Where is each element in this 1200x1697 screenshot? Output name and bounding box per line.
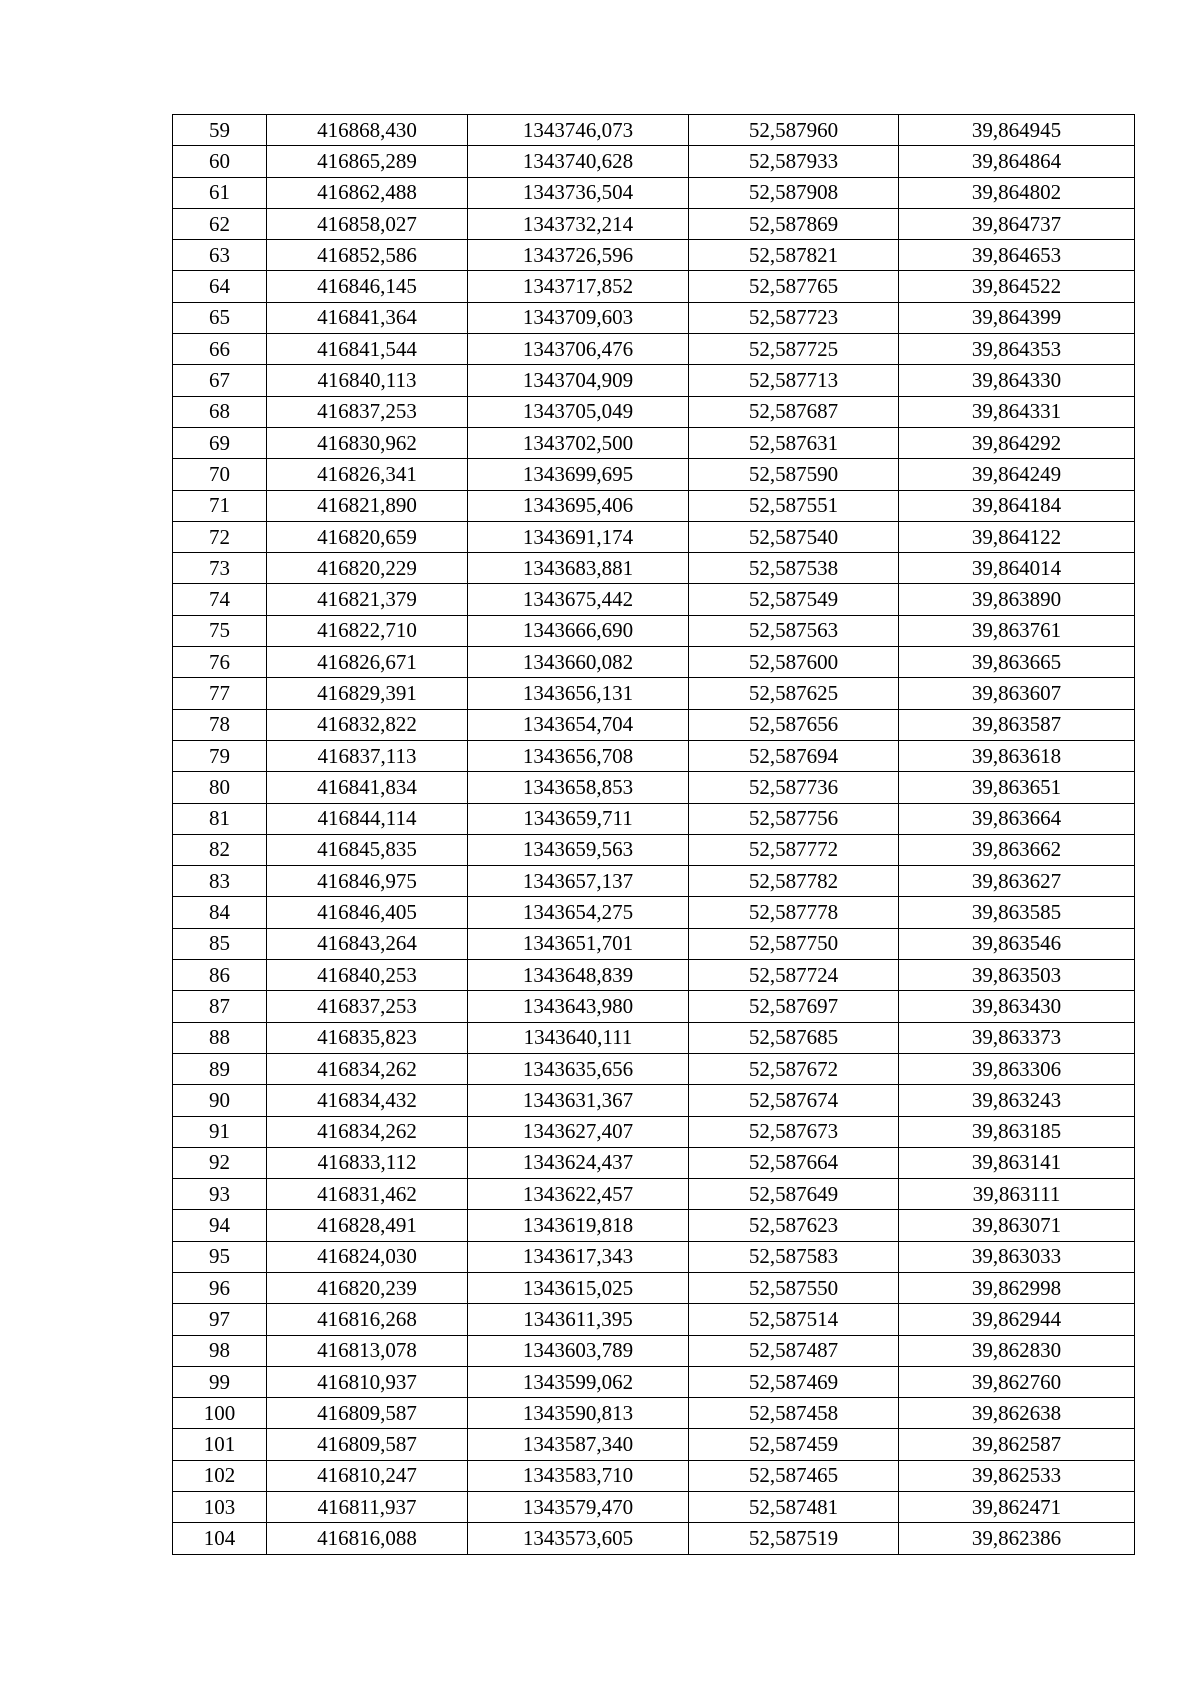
x-coordinate-cell: 416831,462 <box>267 1179 468 1210</box>
y-coordinate-cell: 1343654,275 <box>468 897 689 928</box>
y-coordinate-cell: 1343691,174 <box>468 521 689 552</box>
point-number-cell: 76 <box>173 647 267 678</box>
point-number-cell: 85 <box>173 928 267 959</box>
latitude-cell: 52,587583 <box>689 1241 899 1272</box>
x-coordinate-cell: 416810,247 <box>267 1460 468 1491</box>
table-row <box>173 115 1135 146</box>
latitude-cell: 52,587600 <box>689 647 899 678</box>
latitude-cell: 52,587481 <box>689 1492 899 1523</box>
table-row <box>173 960 1135 991</box>
table-row <box>173 302 1135 333</box>
table-row <box>173 991 1135 1022</box>
point-number-cell: 102 <box>173 1460 267 1491</box>
latitude-cell: 52,587590 <box>689 459 899 490</box>
table-row <box>173 709 1135 740</box>
x-coordinate-cell: 416846,145 <box>267 271 468 302</box>
longitude-cell: 39,863243 <box>899 1085 1135 1116</box>
table-row <box>173 208 1135 239</box>
longitude-cell: 39,864331 <box>899 396 1135 427</box>
y-coordinate-cell: 1343654,704 <box>468 709 689 740</box>
table-row <box>173 553 1135 584</box>
y-coordinate-cell: 1343656,131 <box>468 678 689 709</box>
point-number-cell: 97 <box>173 1304 267 1335</box>
table-row <box>173 1460 1135 1491</box>
point-number-cell: 69 <box>173 427 267 458</box>
longitude-cell: 39,863665 <box>899 647 1135 678</box>
y-coordinate-cell: 1343651,701 <box>468 928 689 959</box>
latitude-cell: 52,587687 <box>689 396 899 427</box>
latitude-cell: 52,587625 <box>689 678 899 709</box>
x-coordinate-cell: 416821,890 <box>267 490 468 521</box>
y-coordinate-cell: 1343717,852 <box>468 271 689 302</box>
latitude-cell: 52,587514 <box>689 1304 899 1335</box>
x-coordinate-cell: 416846,975 <box>267 866 468 897</box>
latitude-cell: 52,587673 <box>689 1116 899 1147</box>
y-coordinate-cell: 1343699,695 <box>468 459 689 490</box>
x-coordinate-cell: 416820,659 <box>267 521 468 552</box>
longitude-cell: 39,864184 <box>899 490 1135 521</box>
longitude-cell: 39,864353 <box>899 334 1135 365</box>
table-row <box>173 1429 1135 1460</box>
table-row <box>173 615 1135 646</box>
latitude-cell: 52,587487 <box>689 1335 899 1366</box>
longitude-cell: 39,864522 <box>899 271 1135 302</box>
point-number-cell: 88 <box>173 1022 267 1053</box>
table-row <box>173 740 1135 771</box>
y-coordinate-cell: 1343603,789 <box>468 1335 689 1366</box>
latitude-cell: 52,587540 <box>689 521 899 552</box>
y-coordinate-cell: 1343740,628 <box>468 146 689 177</box>
x-coordinate-cell: 416816,088 <box>267 1523 468 1554</box>
longitude-cell: 39,862587 <box>899 1429 1135 1460</box>
longitude-cell: 39,864802 <box>899 177 1135 208</box>
longitude-cell: 39,862830 <box>899 1335 1135 1366</box>
table-row <box>173 177 1135 208</box>
y-coordinate-cell: 1343622,457 <box>468 1179 689 1210</box>
table-row <box>173 1335 1135 1366</box>
longitude-cell: 39,863503 <box>899 960 1135 991</box>
x-coordinate-cell: 416826,341 <box>267 459 468 490</box>
table-row <box>173 1053 1135 1084</box>
table-row <box>173 334 1135 365</box>
y-coordinate-cell: 1343583,710 <box>468 1460 689 1491</box>
latitude-cell: 52,587519 <box>689 1523 899 1554</box>
table-row <box>173 271 1135 302</box>
y-coordinate-cell: 1343573,605 <box>468 1523 689 1554</box>
x-coordinate-cell: 416816,268 <box>267 1304 468 1335</box>
table-row <box>173 772 1135 803</box>
longitude-cell: 39,862533 <box>899 1460 1135 1491</box>
x-coordinate-cell: 416852,586 <box>267 240 468 271</box>
latitude-cell: 52,587723 <box>689 302 899 333</box>
latitude-cell: 52,587772 <box>689 834 899 865</box>
table-row <box>173 803 1135 834</box>
x-coordinate-cell: 416840,253 <box>267 960 468 991</box>
x-coordinate-cell: 416809,587 <box>267 1429 468 1460</box>
point-number-cell: 66 <box>173 334 267 365</box>
y-coordinate-cell: 1343706,476 <box>468 334 689 365</box>
point-number-cell: 60 <box>173 146 267 177</box>
longitude-cell: 39,862386 <box>899 1523 1135 1554</box>
point-number-cell: 82 <box>173 834 267 865</box>
longitude-cell: 39,863662 <box>899 834 1135 865</box>
table-row <box>173 240 1135 271</box>
latitude-cell: 52,587549 <box>689 584 899 615</box>
table-row <box>173 834 1135 865</box>
latitude-cell: 52,587538 <box>689 553 899 584</box>
table-row <box>173 1210 1135 1241</box>
latitude-cell: 52,587563 <box>689 615 899 646</box>
table-row <box>173 928 1135 959</box>
x-coordinate-cell: 416811,937 <box>267 1492 468 1523</box>
x-coordinate-cell: 416840,113 <box>267 365 468 396</box>
table-row <box>173 584 1135 615</box>
longitude-cell: 39,863627 <box>899 866 1135 897</box>
table-row <box>173 146 1135 177</box>
y-coordinate-cell: 1343590,813 <box>468 1398 689 1429</box>
longitude-cell: 39,864737 <box>899 208 1135 239</box>
coordinates-table <box>172 114 1135 1555</box>
point-number-cell: 92 <box>173 1147 267 1178</box>
x-coordinate-cell: 416813,078 <box>267 1335 468 1366</box>
y-coordinate-cell: 1343619,818 <box>468 1210 689 1241</box>
y-coordinate-cell: 1343627,407 <box>468 1116 689 1147</box>
point-number-cell: 86 <box>173 960 267 991</box>
y-coordinate-cell: 1343736,504 <box>468 177 689 208</box>
point-number-cell: 99 <box>173 1366 267 1397</box>
point-number-cell: 98 <box>173 1335 267 1366</box>
y-coordinate-cell: 1343611,395 <box>468 1304 689 1335</box>
x-coordinate-cell: 416828,491 <box>267 1210 468 1241</box>
latitude-cell: 52,587465 <box>689 1460 899 1491</box>
longitude-cell: 39,863607 <box>899 678 1135 709</box>
y-coordinate-cell: 1343746,073 <box>468 115 689 146</box>
latitude-cell: 52,587778 <box>689 897 899 928</box>
table-row <box>173 1085 1135 1116</box>
longitude-cell: 39,864399 <box>899 302 1135 333</box>
x-coordinate-cell: 416837,113 <box>267 740 468 771</box>
point-number-cell: 81 <box>173 803 267 834</box>
longitude-cell: 39,864653 <box>899 240 1135 271</box>
table-row <box>173 866 1135 897</box>
point-number-cell: 91 <box>173 1116 267 1147</box>
latitude-cell: 52,587725 <box>689 334 899 365</box>
point-number-cell: 79 <box>173 740 267 771</box>
longitude-cell: 39,863185 <box>899 1116 1135 1147</box>
point-number-cell: 62 <box>173 208 267 239</box>
table-row <box>173 490 1135 521</box>
y-coordinate-cell: 1343657,137 <box>468 866 689 897</box>
longitude-cell: 39,863618 <box>899 740 1135 771</box>
table-row <box>173 1179 1135 1210</box>
x-coordinate-cell: 416834,432 <box>267 1085 468 1116</box>
table-row <box>173 521 1135 552</box>
y-coordinate-cell: 1343726,596 <box>468 240 689 271</box>
x-coordinate-cell: 416843,264 <box>267 928 468 959</box>
latitude-cell: 52,587750 <box>689 928 899 959</box>
x-coordinate-cell: 416830,962 <box>267 427 468 458</box>
table-row <box>173 1116 1135 1147</box>
point-number-cell: 68 <box>173 396 267 427</box>
point-number-cell: 103 <box>173 1492 267 1523</box>
table-row <box>173 1241 1135 1272</box>
latitude-cell: 52,587933 <box>689 146 899 177</box>
point-number-cell: 71 <box>173 490 267 521</box>
x-coordinate-cell: 416841,544 <box>267 334 468 365</box>
point-number-cell: 72 <box>173 521 267 552</box>
y-coordinate-cell: 1343666,690 <box>468 615 689 646</box>
x-coordinate-cell: 416844,114 <box>267 803 468 834</box>
latitude-cell: 52,587908 <box>689 177 899 208</box>
table-row <box>173 396 1135 427</box>
x-coordinate-cell: 416809,587 <box>267 1398 468 1429</box>
latitude-cell: 52,587869 <box>689 208 899 239</box>
point-number-cell: 67 <box>173 365 267 396</box>
x-coordinate-cell: 416862,488 <box>267 177 468 208</box>
point-number-cell: 65 <box>173 302 267 333</box>
point-number-cell: 59 <box>173 115 267 146</box>
table-row <box>173 427 1135 458</box>
x-coordinate-cell: 416845,835 <box>267 834 468 865</box>
x-coordinate-cell: 416834,262 <box>267 1116 468 1147</box>
x-coordinate-cell: 416868,430 <box>267 115 468 146</box>
y-coordinate-cell: 1343579,470 <box>468 1492 689 1523</box>
x-coordinate-cell: 416820,239 <box>267 1272 468 1303</box>
longitude-cell: 39,863306 <box>899 1053 1135 1084</box>
y-coordinate-cell: 1343635,656 <box>468 1053 689 1084</box>
table-row <box>173 1523 1135 1554</box>
x-coordinate-cell: 416837,253 <box>267 396 468 427</box>
y-coordinate-cell: 1343658,853 <box>468 772 689 803</box>
y-coordinate-cell: 1343599,062 <box>468 1366 689 1397</box>
table-row <box>173 897 1135 928</box>
latitude-cell: 52,587821 <box>689 240 899 271</box>
latitude-cell: 52,587551 <box>689 490 899 521</box>
latitude-cell: 52,587724 <box>689 960 899 991</box>
point-number-cell: 89 <box>173 1053 267 1084</box>
x-coordinate-cell: 416841,364 <box>267 302 468 333</box>
table-row <box>173 1304 1135 1335</box>
point-number-cell: 80 <box>173 772 267 803</box>
y-coordinate-cell: 1343617,343 <box>468 1241 689 1272</box>
y-coordinate-cell: 1343659,563 <box>468 834 689 865</box>
latitude-cell: 52,587782 <box>689 866 899 897</box>
latitude-cell: 52,587550 <box>689 1272 899 1303</box>
point-number-cell: 64 <box>173 271 267 302</box>
point-number-cell: 104 <box>173 1523 267 1554</box>
longitude-cell: 39,862998 <box>899 1272 1135 1303</box>
longitude-cell: 39,863546 <box>899 928 1135 959</box>
latitude-cell: 52,587685 <box>689 1022 899 1053</box>
latitude-cell: 52,587459 <box>689 1429 899 1460</box>
y-coordinate-cell: 1343648,839 <box>468 960 689 991</box>
x-coordinate-cell: 416824,030 <box>267 1241 468 1272</box>
y-coordinate-cell: 1343631,367 <box>468 1085 689 1116</box>
table-row <box>173 678 1135 709</box>
longitude-cell: 39,863587 <box>899 709 1135 740</box>
x-coordinate-cell: 416841,834 <box>267 772 468 803</box>
longitude-cell: 39,864292 <box>899 427 1135 458</box>
longitude-cell: 39,864330 <box>899 365 1135 396</box>
point-number-cell: 84 <box>173 897 267 928</box>
y-coordinate-cell: 1343660,082 <box>468 647 689 678</box>
y-coordinate-cell: 1343695,406 <box>468 490 689 521</box>
longitude-cell: 39,864945 <box>899 115 1135 146</box>
x-coordinate-cell: 416829,391 <box>267 678 468 709</box>
y-coordinate-cell: 1343659,711 <box>468 803 689 834</box>
y-coordinate-cell: 1343615,025 <box>468 1272 689 1303</box>
x-coordinate-cell: 416821,379 <box>267 584 468 615</box>
latitude-cell: 52,587713 <box>689 365 899 396</box>
longitude-cell: 39,863890 <box>899 584 1135 615</box>
latitude-cell: 52,587469 <box>689 1366 899 1397</box>
y-coordinate-cell: 1343624,437 <box>468 1147 689 1178</box>
y-coordinate-cell: 1343683,881 <box>468 553 689 584</box>
y-coordinate-cell: 1343704,909 <box>468 365 689 396</box>
longitude-cell: 39,862760 <box>899 1366 1135 1397</box>
table-row <box>173 1492 1135 1523</box>
x-coordinate-cell: 416832,822 <box>267 709 468 740</box>
point-number-cell: 101 <box>173 1429 267 1460</box>
longitude-cell: 39,864014 <box>899 553 1135 584</box>
latitude-cell: 52,587649 <box>689 1179 899 1210</box>
table-row <box>173 1272 1135 1303</box>
point-number-cell: 93 <box>173 1179 267 1210</box>
point-number-cell: 95 <box>173 1241 267 1272</box>
point-number-cell: 63 <box>173 240 267 271</box>
y-coordinate-cell: 1343675,442 <box>468 584 689 615</box>
latitude-cell: 52,587960 <box>689 115 899 146</box>
x-coordinate-cell: 416835,823 <box>267 1022 468 1053</box>
table-row <box>173 1147 1135 1178</box>
longitude-cell: 39,863430 <box>899 991 1135 1022</box>
point-number-cell: 100 <box>173 1398 267 1429</box>
longitude-cell: 39,863651 <box>899 772 1135 803</box>
y-coordinate-cell: 1343732,214 <box>468 208 689 239</box>
y-coordinate-cell: 1343656,708 <box>468 740 689 771</box>
point-number-cell: 78 <box>173 709 267 740</box>
longitude-cell: 39,863761 <box>899 615 1135 646</box>
latitude-cell: 52,587756 <box>689 803 899 834</box>
x-coordinate-cell: 416826,671 <box>267 647 468 678</box>
point-number-cell: 94 <box>173 1210 267 1241</box>
latitude-cell: 52,587736 <box>689 772 899 803</box>
latitude-cell: 52,587664 <box>689 1147 899 1178</box>
x-coordinate-cell: 416833,112 <box>267 1147 468 1178</box>
coordinates-table-body <box>173 115 1135 1555</box>
x-coordinate-cell: 416846,405 <box>267 897 468 928</box>
point-number-cell: 74 <box>173 584 267 615</box>
x-coordinate-cell: 416810,937 <box>267 1366 468 1397</box>
latitude-cell: 52,587697 <box>689 991 899 1022</box>
y-coordinate-cell: 1343705,049 <box>468 396 689 427</box>
table-row <box>173 459 1135 490</box>
latitude-cell: 52,587623 <box>689 1210 899 1241</box>
point-number-cell: 87 <box>173 991 267 1022</box>
table-row <box>173 1366 1135 1397</box>
point-number-cell: 75 <box>173 615 267 646</box>
longitude-cell: 39,863071 <box>899 1210 1135 1241</box>
latitude-cell: 52,587694 <box>689 740 899 771</box>
table-row <box>173 1022 1135 1053</box>
y-coordinate-cell: 1343709,603 <box>468 302 689 333</box>
x-coordinate-cell: 416858,027 <box>267 208 468 239</box>
point-number-cell: 61 <box>173 177 267 208</box>
longitude-cell: 39,863033 <box>899 1241 1135 1272</box>
table-row <box>173 1398 1135 1429</box>
point-number-cell: 73 <box>173 553 267 584</box>
longitude-cell: 39,863141 <box>899 1147 1135 1178</box>
y-coordinate-cell: 1343643,980 <box>468 991 689 1022</box>
point-number-cell: 70 <box>173 459 267 490</box>
x-coordinate-cell: 416820,229 <box>267 553 468 584</box>
longitude-cell: 39,864122 <box>899 521 1135 552</box>
latitude-cell: 52,587458 <box>689 1398 899 1429</box>
latitude-cell: 52,587765 <box>689 271 899 302</box>
latitude-cell: 52,587672 <box>689 1053 899 1084</box>
longitude-cell: 39,863664 <box>899 803 1135 834</box>
latitude-cell: 52,587656 <box>689 709 899 740</box>
table-row <box>173 365 1135 396</box>
x-coordinate-cell: 416834,262 <box>267 1053 468 1084</box>
longitude-cell: 39,863111 <box>899 1179 1135 1210</box>
point-number-cell: 83 <box>173 866 267 897</box>
y-coordinate-cell: 1343640,111 <box>468 1022 689 1053</box>
longitude-cell: 39,863373 <box>899 1022 1135 1053</box>
point-number-cell: 77 <box>173 678 267 709</box>
longitude-cell: 39,862944 <box>899 1304 1135 1335</box>
longitude-cell: 39,862471 <box>899 1492 1135 1523</box>
latitude-cell: 52,587674 <box>689 1085 899 1116</box>
longitude-cell: 39,864249 <box>899 459 1135 490</box>
y-coordinate-cell: 1343587,340 <box>468 1429 689 1460</box>
point-number-cell: 96 <box>173 1272 267 1303</box>
longitude-cell: 39,863585 <box>899 897 1135 928</box>
x-coordinate-cell: 416865,289 <box>267 146 468 177</box>
latitude-cell: 52,587631 <box>689 427 899 458</box>
x-coordinate-cell: 416822,710 <box>267 615 468 646</box>
longitude-cell: 39,864864 <box>899 146 1135 177</box>
x-coordinate-cell: 416837,253 <box>267 991 468 1022</box>
table-row <box>173 647 1135 678</box>
point-number-cell: 90 <box>173 1085 267 1116</box>
y-coordinate-cell: 1343702,500 <box>468 427 689 458</box>
longitude-cell: 39,862638 <box>899 1398 1135 1429</box>
